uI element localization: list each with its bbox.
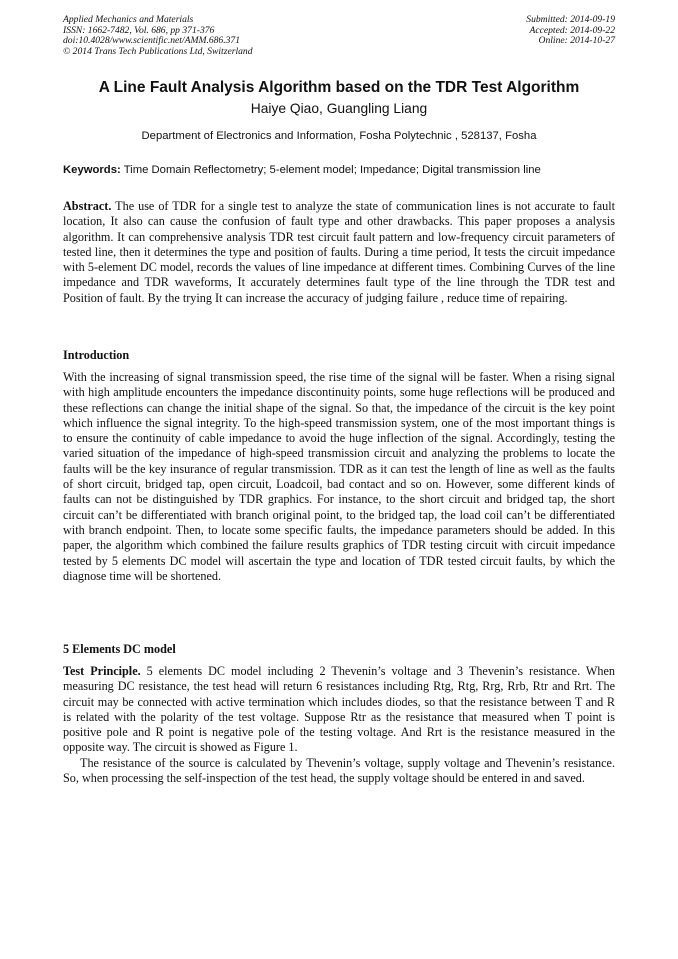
introduction-body [63, 370, 615, 584]
paper-title: A Line Fault Analysis Algorithm based on the TDR Test Algorithm [98, 79, 580, 96]
dc-model-body [63, 664, 615, 786]
journal-info [63, 15, 253, 57]
journal-issn: ISSN: 1662-7482, Vol. 686, pp 371-376 [63, 24, 215, 36]
keywords-label: Keywords: [63, 164, 121, 176]
keywords-text: Time Domain Reflectometry; 5-element model; Impedance; Digital transmission line [120, 164, 541, 176]
test-principle-text: 5 elements DC model including 2 Thevenin’s voltage and 3 Thevenin’s resistance. When measuring DC resistance, the test head will return 6 resistances including Rtg, Rtg, Rrg, Rrb, Rtr and Rrt. The circuit may be connected with active termination which includes diodes, so that the resistance between T and R is related with the polarity of the test voltage. Suppose Rtr as the resistance that measured when T point is positive pole and R point is negative pole of the testing voltage. And Rrt is the resistance measured in the opposite way. The circuit is showed as Figure 1. [63, 664, 615, 755]
paper-affiliation: Department of Electronics and Information, Fosha Polytechnic , 528137, Fosha [141, 130, 537, 142]
date-submitted: Submitted: 2014-09-19 [526, 14, 615, 25]
keywords [63, 164, 623, 176]
abstract [63, 199, 615, 306]
paper-authors: Haiye Qiao, Guangling Liang [250, 101, 428, 116]
dc-model-paragraph-1 [63, 664, 615, 756]
introduction-heading: Introduction [63, 348, 130, 362]
journal-name: Applied Mechanics and Materials [63, 14, 194, 25]
abstract-text: The use of TDR for a single test to analyze the state of communication lines is not accurate to fault location, It also can cause the confusion of fault type and other drawbacks. This paper proposes a analysis algorithm. It can comprehensive analysis TDR test circuit fault pattern and low-frequency circuit parameters of tested line, then it determines the type and position of faults. During a time period, It tests the circuit impedance with 5-element DC model, records the values of line impedance at different times. Combining Curves of the line impedance and TDR waveforms, It accurately determines fault type of the line through the TDR test and Position of fault. By the trying It can increase the accuracy of judging failure , reduce time of repairing. [63, 199, 615, 305]
dc-model-heading: 5 Elements DC model [63, 642, 176, 656]
date-online: Online: 2014-10-27 [538, 35, 615, 47]
test-principle-label: Test Principle. [63, 664, 141, 678]
journal-copyright: © 2014 Trans Tech Publications Ltd, Switzerland [63, 45, 253, 57]
dc-model-paragraph-2: The resistance of the source is calculated by Thevenin’s voltage, supply voltage and Thevenin’s resistance. So, when processing the self-inspection of the test head, the supply voltage should be entered in and saved. [63, 755, 615, 786]
journal-doi: doi:10.4028/www.scientific.net/AMM.686.371 [63, 35, 241, 47]
publication-dates [526, 15, 615, 47]
introduction-paragraph: With the increasing of signal transmission speed, the rise time of the signal will be faster. When a rising signal with high amplitude encounters the impedance discontinuity points, some huge reflections will be produced and these reflections can change the initial shape of the signal. So that, the impedance of the circuit is the key point which influence the signal integrity. To the high-speed transmission system, one of the most important things is to ensure the continuity of cable impedance to avoid the huge inflection of the signal. Accordingly, testing the varied situation of the impedance of high-speed transmission circuit and analyzing the problems to locate the faults will be the key insurance of regular transmission. TDR as it can test the length of line as well as the faults of short circuit, bridged tap, open circuit, Loadcoil, bad contact and so on. However, some different kinds of faults can not be distinguished by TDR graphics. For instance, to the short circuit and bridged tap, the short circuit can’t be differentiated with branch original point, to the bridged tap, the load coil can’t be differentiated with branch endpoint. Then, to locate some specific faults, the impedance parameters should be added. In this paper, the algorithm which combined the failure results graphics of TDR testing circuit with circuit impedance tested by 5 elements DC model will ascertain the type and location of TDR tested circuit faults, by which the diagnose time will be shortened. [63, 370, 615, 583]
abstract-label: Abstract. [63, 199, 112, 213]
date-accepted: Accepted: 2014-09-22 [529, 24, 615, 36]
